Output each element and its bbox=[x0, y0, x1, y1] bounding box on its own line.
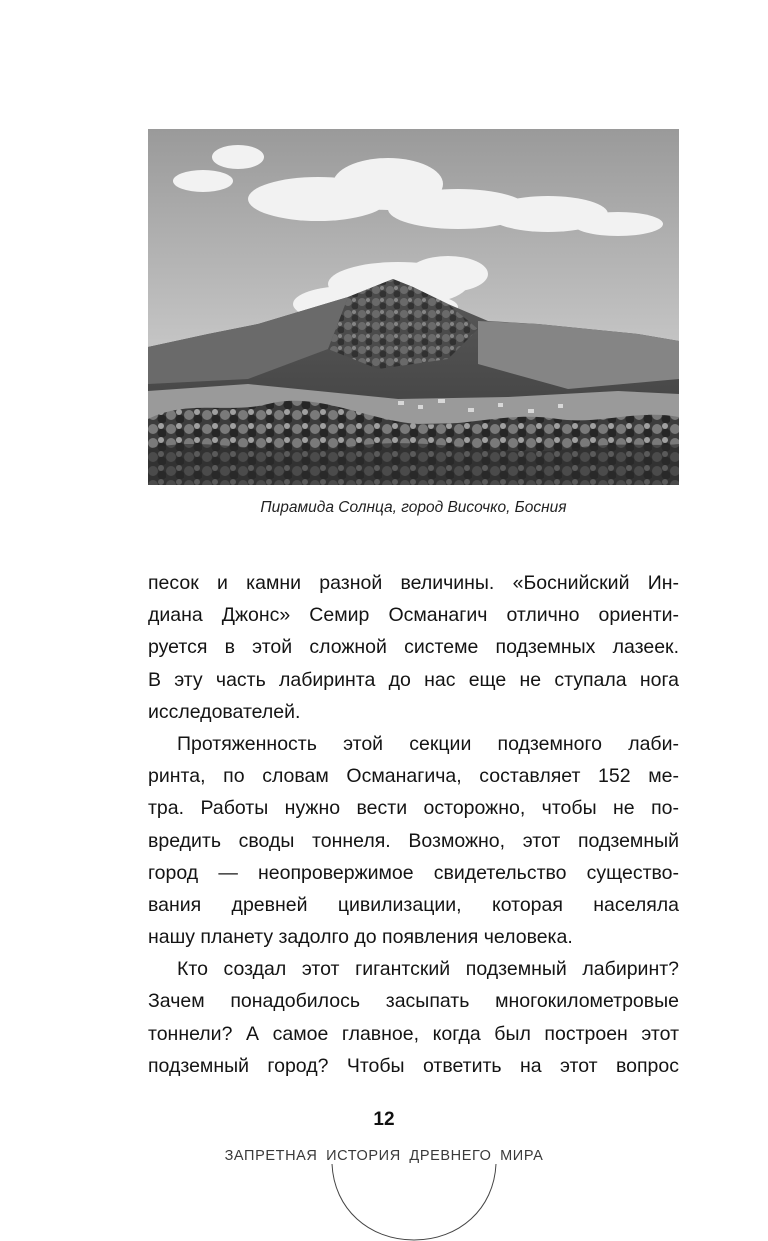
text-line: город — неопровержимое свидетельство существо- bbox=[148, 861, 679, 884]
decorative-arc-icon bbox=[324, 1164, 504, 1241]
text-line: Зачем понадобилось засыпать многокилометровые bbox=[148, 990, 679, 1013]
text-line: исследователей. bbox=[148, 700, 301, 723]
mountain-photo-icon bbox=[148, 129, 679, 485]
paragraph-1 bbox=[148, 567, 679, 728]
body-text bbox=[148, 567, 679, 1082]
text-line: подземный город? Чтобы ответить на этот вопрос bbox=[148, 1054, 679, 1077]
text-line: песок и камни разной величины. «Боснийский Ин- bbox=[148, 572, 679, 594]
text-line: нашу планету задолго до появления человека. bbox=[148, 926, 573, 949]
figure-caption: Пирамида Солнца, город Височко, Босния bbox=[260, 499, 567, 516]
text-line: Протяженность этой секции подземного лаби- bbox=[177, 732, 679, 755]
running-title: ЗАПРЕТНАЯ ИСТОРИЯ ДРЕВНЕГО МИРА bbox=[224, 1148, 544, 1164]
text-line: диана Джонс» Семир Османагич отлично ориенти- bbox=[148, 604, 679, 627]
paragraph-3 bbox=[148, 953, 679, 1082]
text-line: руется в этой сложной системе подземных лазеек. bbox=[148, 636, 679, 659]
text-line: В эту часть лабиринта до нас еще не ступала нога bbox=[148, 668, 679, 691]
text-line: Кто создал этот гигантский подземный лабиринт? bbox=[177, 958, 679, 981]
text-line: вредить своды тоннеля. Возможно, этот подземный bbox=[148, 829, 679, 852]
text-line: ринта, по словам Османагича, составляет 152 ме- bbox=[148, 765, 679, 788]
page-number: 12 bbox=[373, 1109, 395, 1130]
text-line: тра. Работы нужно вести осторожно, чтобы не по- bbox=[148, 797, 679, 820]
paragraph-2 bbox=[148, 728, 679, 953]
mountain-photo bbox=[148, 129, 679, 485]
text-line: тоннели? А самое главное, когда был построен этот bbox=[148, 1022, 679, 1045]
text-line: вания древней цивилизации, которая населяла bbox=[148, 893, 679, 916]
